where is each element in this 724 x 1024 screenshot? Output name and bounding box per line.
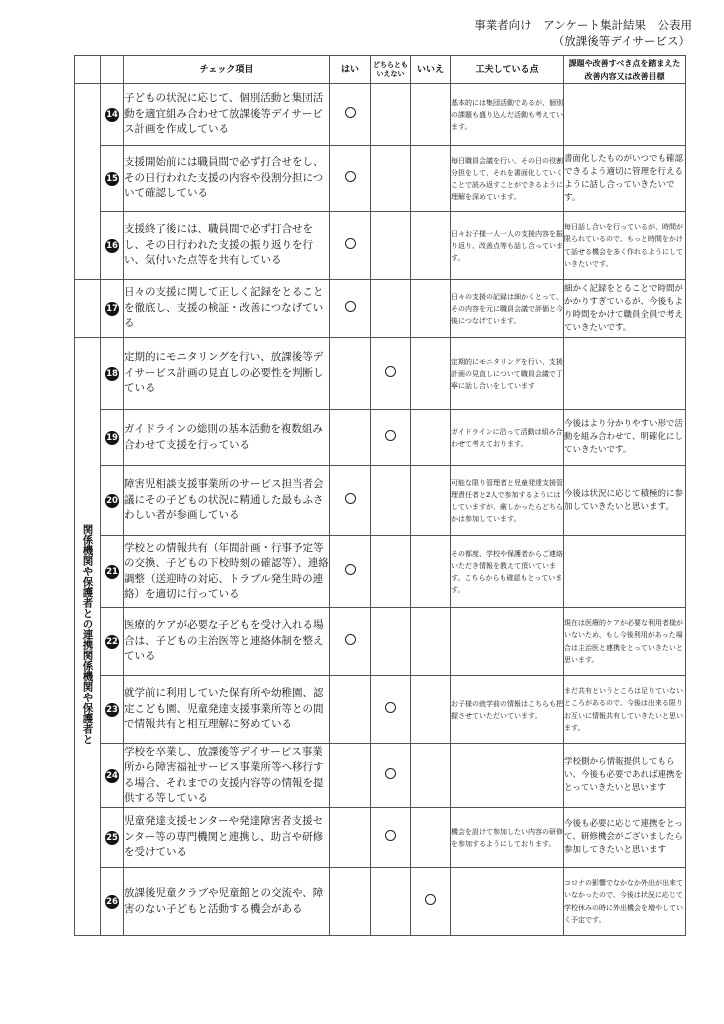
selected-circle-icon <box>385 768 396 779</box>
blank-header <box>75 56 101 84</box>
table-row <box>75 676 686 744</box>
improvement-text <box>564 338 686 410</box>
table-row <box>75 280 686 338</box>
selected-circle-icon <box>345 301 356 312</box>
answer-no-cell <box>411 744 451 808</box>
improvement-text: 毎日話し合いを行っているが、時間が限られているので、もっと時間をかけて話せる機会を多く作れるようにしていきたいです。 <box>564 212 686 280</box>
check-item-text: 放課後児童クラブや児童館との交流や、障害のない子どもと活動する機会がある <box>124 868 330 936</box>
answer-neither-cell <box>371 676 411 744</box>
yes-header: はい <box>330 56 371 84</box>
answer-neither-cell <box>371 280 411 338</box>
effort-text: ガイドラインに沿って活動は組み合わせて考えております。 <box>451 410 564 466</box>
item-number: 25 <box>101 808 124 868</box>
table-row <box>75 744 686 808</box>
item-number: 23 <box>101 676 124 744</box>
answer-neither-cell <box>371 608 411 676</box>
effort-text <box>451 744 564 808</box>
item-number: 26 <box>101 868 124 936</box>
improvement-text: 今後はより分かりやすい形で活動を組み合わせて、明確化にしていきたいです。 <box>564 410 686 466</box>
answer-no-cell <box>411 280 451 338</box>
effort-text: 可能な限り管理者と児童発達支援管理責任者と2人で参加するようにはしていますが、厳しかったらどちらかは参加しています。 <box>451 466 564 536</box>
answer-neither-cell <box>371 338 411 410</box>
item-number: 24 <box>101 744 124 808</box>
effort-text: 機会を設けて参加したい内容の研修を参加するようにしております。 <box>451 808 564 868</box>
improvement-text: まだ共有というところは足りていないところがあるので、今後は出来る限りお互いに情報共有していきたいと思います。 <box>564 676 686 744</box>
check-item-text: 学校を卒業し、放課後等デイサービス事業所から障害福祉サービス事業所等へ移行する場合、それまでの支援内容等の情報を提供する等している <box>124 744 330 808</box>
check-item-text: 支援開始前には職員間で必ず打合せをし、その日行われた支援の内容や役割分担について確認している <box>124 146 330 212</box>
answer-no-cell <box>411 808 451 868</box>
check-items-header: チェック項目 <box>124 56 330 84</box>
effort-text: その都度、学校や保護者からご連絡いただき情報を教えて頂いています。こちらからも確認もとっています。 <box>451 536 564 608</box>
no-header: いいえ <box>411 56 451 84</box>
item-number: 14 <box>101 84 124 146</box>
answer-neither-cell <box>371 146 411 212</box>
check-item-text: 医療的ケアが必要な子どもを受け入れる場合は、子どもの主治医等と連絡体制を整えている <box>124 608 330 676</box>
check-item-text: 学校との情報共有（年間計画・行事予定等の交換、子どもの下校時刻の確認等）、連絡調整（送迎時の対応、トラブル発生時の連絡）を適切に行っている <box>124 536 330 608</box>
item-number: 18 <box>101 338 124 410</box>
effort-header: 工夫している点 <box>451 56 564 84</box>
selected-circle-icon <box>345 493 356 504</box>
answer-yes-cell <box>330 338 371 410</box>
answer-neither-cell <box>371 744 411 808</box>
selected-circle-icon <box>345 564 356 575</box>
answer-no-cell <box>411 338 451 410</box>
selected-circle-icon <box>345 634 356 645</box>
effort-text: 定期的にモニタリングを行い、支援計画の見直しについて職員会議で丁寧に話し合いをしています <box>451 338 564 410</box>
check-item-text: 児童発達支援センターや発達障害者支援センター等の専門機関と連携し、助言や研修を受けている <box>124 808 330 868</box>
answer-yes-cell <box>330 868 371 936</box>
answer-no-cell <box>411 410 451 466</box>
answer-no-cell <box>411 212 451 280</box>
table-row <box>75 338 686 410</box>
checklist-table <box>74 55 686 936</box>
answer-neither-cell <box>371 868 411 936</box>
table-row <box>75 146 686 212</box>
table-row <box>75 84 686 146</box>
answer-yes-cell <box>330 536 371 608</box>
effort-text: 基本的には集団活動であるが、個別の課題も盛り込んだ活動も考えています。 <box>451 84 564 146</box>
table-row <box>75 410 686 466</box>
answer-neither-cell <box>371 410 411 466</box>
improvement-text: 今後は状況に応じて積極的に参加していきたいと思います。 <box>564 466 686 536</box>
item-number: 20 <box>101 466 124 536</box>
answer-yes-cell <box>330 146 371 212</box>
category-label: 関係機関や保護者との連携関係機関や保護者と <box>81 524 94 745</box>
improvement-text: 細かく記録をとることで時間がかかりすぎているが、今後もより時間をかけて職員全員で考えていきたいです。 <box>564 280 686 338</box>
improvement-text <box>564 84 686 146</box>
answer-neither-cell <box>371 536 411 608</box>
answer-neither-cell <box>371 808 411 868</box>
item-number: 22 <box>101 608 124 676</box>
document-title: 事業者向け アンケート集計結果 公表用 <box>474 18 692 32</box>
effort-text: 日々お子様一人一人の支援内容を振り返り、改善点等も話し合っています。 <box>451 212 564 280</box>
answer-no-cell <box>411 608 451 676</box>
table-header-row <box>75 56 686 84</box>
selected-circle-icon <box>385 366 396 377</box>
answer-no-cell <box>411 84 451 146</box>
table-row <box>75 536 686 608</box>
answer-no-cell <box>411 146 451 212</box>
answer-no-cell <box>411 466 451 536</box>
effort-text <box>451 868 564 936</box>
check-item-text: 障害児相談支援事業所のサービス担当者会議にその子どもの状況に精通した最もふさわしい者が参画している <box>124 466 330 536</box>
improvement-text: 今後も必要に応じて連携をとって、研修機会がございましたら参加してきたいと思います <box>564 808 686 868</box>
answer-yes-cell <box>330 84 371 146</box>
selected-circle-icon <box>385 830 396 841</box>
category-cell-3 <box>75 338 101 936</box>
selected-circle-icon <box>345 171 356 182</box>
selected-circle-icon <box>345 238 356 249</box>
blank-header <box>101 56 124 84</box>
table-row <box>75 868 686 936</box>
neither-header: どちらとも いえない <box>371 56 411 84</box>
answer-yes-cell <box>330 608 371 676</box>
document-subtitle: （放課後等デイサービス） <box>552 34 690 48</box>
answer-yes-cell <box>330 410 371 466</box>
answer-yes-cell <box>330 466 371 536</box>
improvement-text: 学校側から情報提供してもらい、今後も必要であれば連携をとっていきたいと思います <box>564 744 686 808</box>
answer-yes-cell <box>330 212 371 280</box>
selected-circle-icon <box>345 107 356 118</box>
answer-yes-cell <box>330 280 371 338</box>
answer-no-cell <box>411 536 451 608</box>
improvement-text: コロナの影響でなかなか外出が出来ていなかったので、今後は状況に応じて学校休みの時に外出機会を増やしていく予定です。 <box>564 868 686 936</box>
check-item-text: 支援終了後には、職員間で必ず打合せをし、その日行われた支援の振り返りを行い、気付いた点等を共有している <box>124 212 330 280</box>
category-cell-2 <box>75 280 101 338</box>
answer-yes-cell <box>330 676 371 744</box>
category-cell-1 <box>75 84 101 280</box>
effort-text: お子様の就学前の情報はこちらも把握させていただいています。 <box>451 676 564 744</box>
answer-no-cell <box>411 868 451 936</box>
improvement-text: 書面化したものがいつでも確認できるよう適切に管理を行えるように話し合っていきたいです。 <box>564 146 686 212</box>
answer-neither-cell <box>371 212 411 280</box>
answer-no-cell <box>411 676 451 744</box>
answer-neither-cell <box>371 466 411 536</box>
improvement-text: 現在は医療的ケアが必要な利用者様がいないため、もし今後利用があった場合は主治医と連携をとっていきたいと思います。 <box>564 608 686 676</box>
check-item-text: 子どもの状況に応じて、個別活動と集団活動を適宜組み合わせて放課後等デイサービス計画を作成している <box>124 84 330 146</box>
selected-circle-icon <box>425 894 436 905</box>
answer-neither-cell <box>371 84 411 146</box>
table-row <box>75 608 686 676</box>
improvement-text <box>564 536 686 608</box>
effort-text <box>451 608 564 676</box>
effort-text: 日々の支援の記録は細かくとって、その内容を元に職員会議で評価と今後につなげています。 <box>451 280 564 338</box>
table-row <box>75 808 686 868</box>
answer-yes-cell <box>330 744 371 808</box>
item-number: 15 <box>101 146 124 212</box>
selected-circle-icon <box>385 702 396 713</box>
check-item-text: 定期的にモニタリングを行い、放課後等デイサービス計画の見直しの必要性を判断している <box>124 338 330 410</box>
table-row <box>75 212 686 280</box>
item-number: 16 <box>101 212 124 280</box>
answer-yes-cell <box>330 808 371 868</box>
table-row <box>75 466 686 536</box>
check-item-text: 日々の支援に関して正しく記録をとることを徹底し、支援の検証・改善につなげている <box>124 280 330 338</box>
issues-header: 課題や改善すべき点を踏まえた改善内容又は改善目標 <box>564 56 686 84</box>
effort-text: 毎日職員会議を行い、その日の役割分担をして、それを書面化していくことで読み返すことができるように理解を深めています。 <box>451 146 564 212</box>
selected-circle-icon <box>385 430 396 441</box>
item-number: 19 <box>101 410 124 466</box>
check-item-text: ガイドラインの総則の基本活動を複数組み合わせて支援を行っている <box>124 410 330 466</box>
item-number: 21 <box>101 536 124 608</box>
item-number: 17 <box>101 280 124 338</box>
check-item-text: 就学前に利用していた保育所や幼稚園、認定こども園、児童発達支援事業所等との間で情報共有と相互理解に努めている <box>124 676 330 744</box>
